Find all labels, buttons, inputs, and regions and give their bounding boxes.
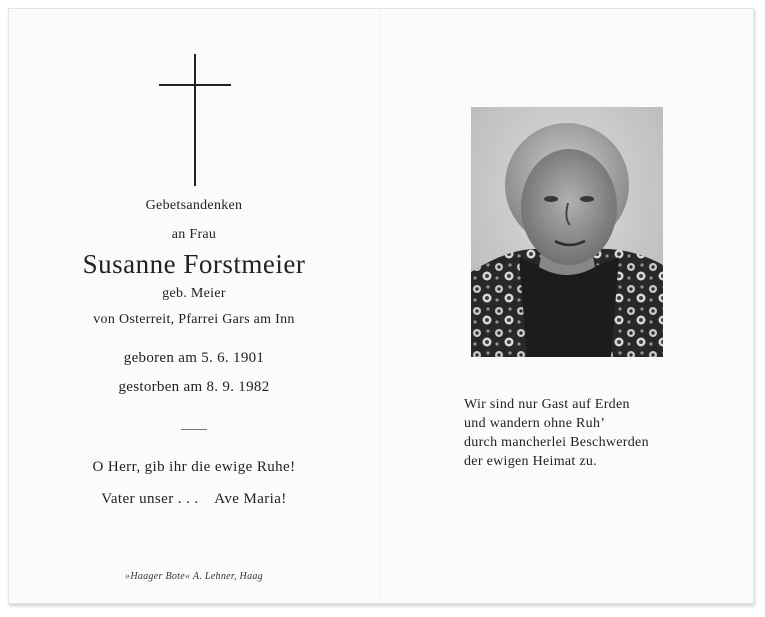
left-page (9, 9, 379, 603)
prayer-line-1: O Herr, gib ihr die ewige Ruhe! (92, 459, 296, 475)
memorial-card (8, 8, 754, 604)
verse-line: der ewigen Heimat zu. (464, 454, 598, 469)
verse (464, 395, 724, 471)
portrait-photo (471, 107, 663, 357)
maiden-name: geb. Meier (162, 286, 226, 301)
salutation: an Frau (171, 227, 217, 242)
remembrance-heading: Gebetsandenken (145, 198, 243, 213)
birth-date: geboren am 5. 6. 1901 (123, 350, 265, 366)
verse-line: und wandern ohne Ruh’ (464, 416, 606, 431)
card-fold (379, 9, 380, 603)
verse-line: durch mancherlei Beschwerden (464, 435, 649, 450)
printer-imprint: »Haager Bote« A. Lehner, Haag (125, 571, 263, 582)
divider (181, 429, 207, 430)
death-date: gestorben am 8. 9. 1982 (118, 379, 270, 395)
prayer-line-2: Vater unser . . . Ave Maria! (101, 491, 287, 507)
cross-icon (159, 54, 231, 186)
deceased-name: Susanne Forstmeier (82, 249, 306, 279)
origin: von Osterreit, Pfarrei Gars am Inn (93, 312, 295, 327)
verse-line: Wir sind nur Gast auf Erden (464, 397, 630, 412)
